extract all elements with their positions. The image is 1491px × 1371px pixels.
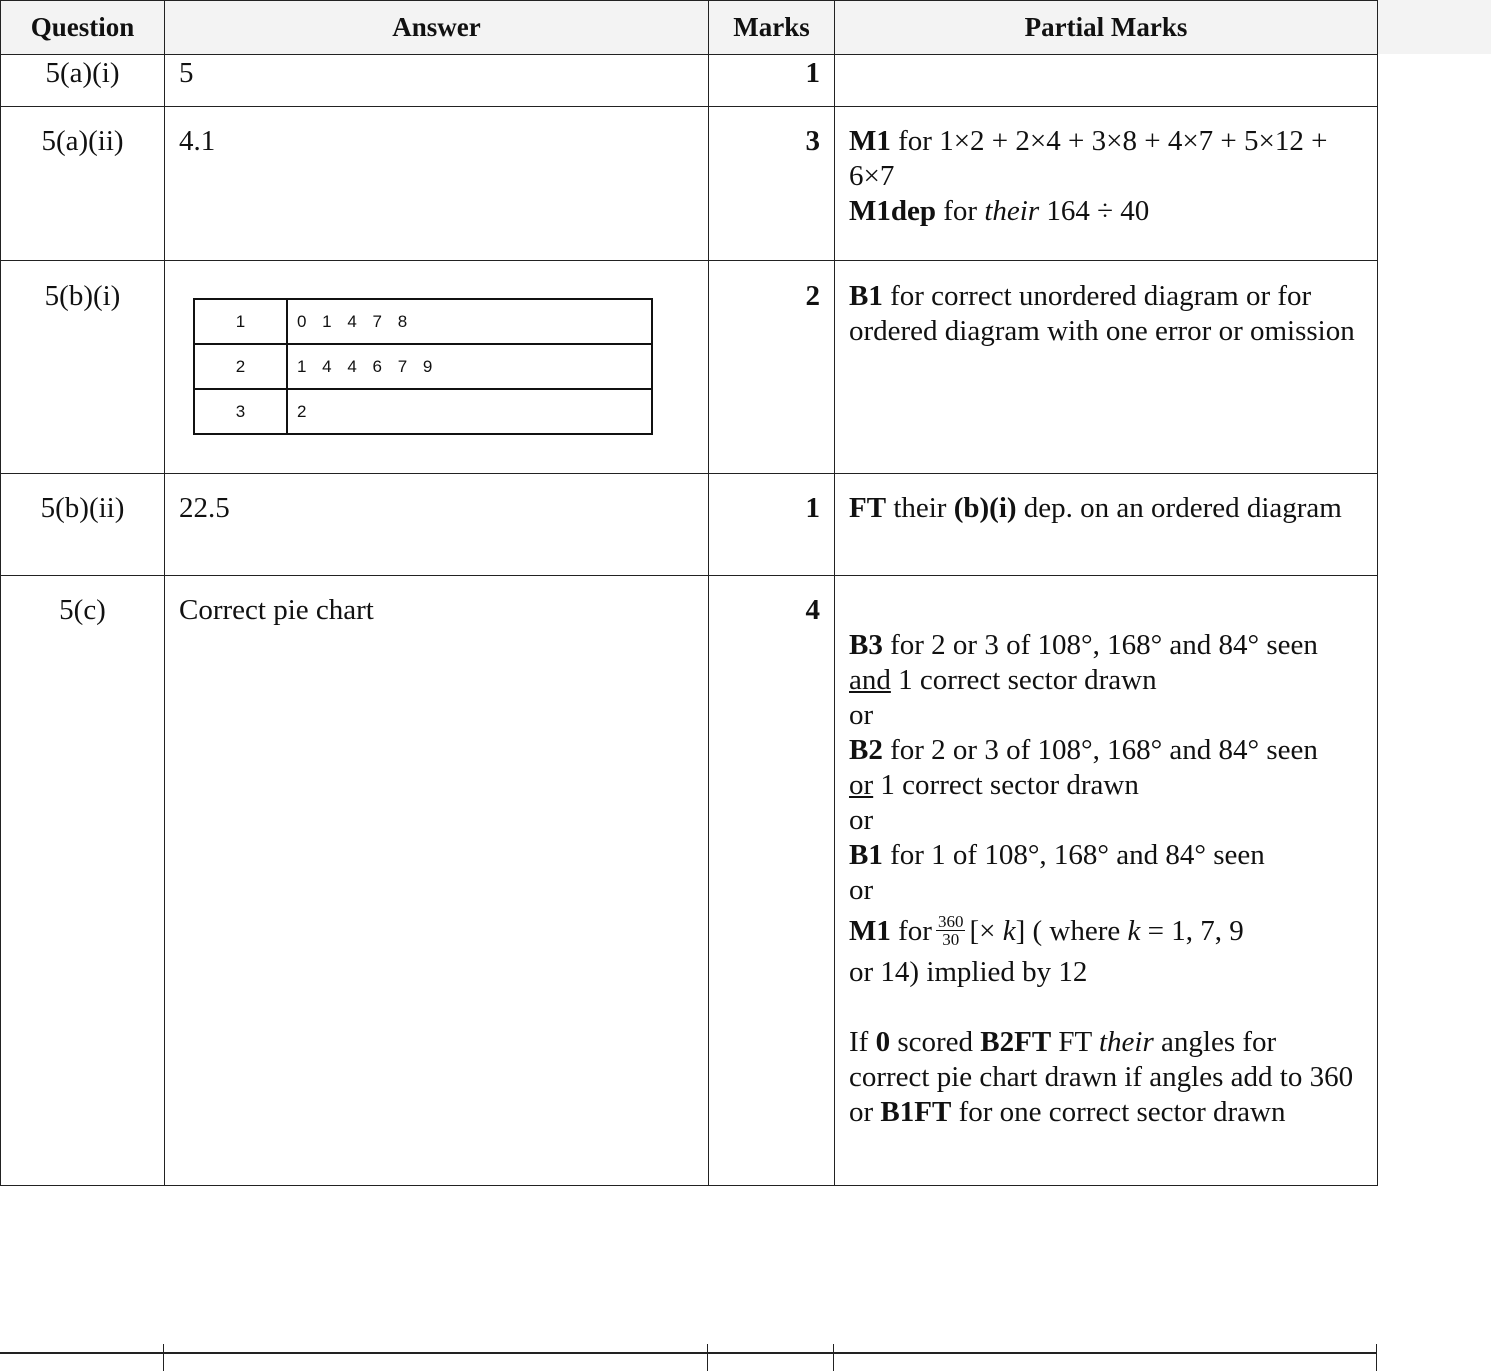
answer-cell: 5 bbox=[165, 55, 709, 107]
answer-cell: 22.5 bbox=[165, 474, 709, 576]
m1-criterion: M1 for $\frac{360}{30}$ [× k] ( where k = 1, 7, 9 bbox=[849, 911, 1244, 949]
stem-and-leaf-diagram bbox=[193, 298, 653, 435]
marks-cell: 4 bbox=[709, 576, 835, 1186]
or-separator: or bbox=[849, 804, 874, 836]
stem: 2 bbox=[194, 344, 287, 389]
question-cell: 5(b)(ii) bbox=[1, 474, 165, 576]
marks-cell: 3 bbox=[709, 107, 835, 261]
partial-marks-cell bbox=[835, 474, 1378, 576]
header-partial-marks: Partial Marks bbox=[835, 1, 1378, 55]
next-page-column-rule bbox=[1376, 1344, 1377, 1371]
marks-cell: 1 bbox=[709, 55, 835, 107]
answer-cell: 4.1 bbox=[165, 107, 709, 261]
question-cell: 5(b)(i) bbox=[1, 261, 165, 474]
follow-through-note: If 0 scored B2FT FT their angles for correct pie chart drawn if angles add to 360 bbox=[849, 1026, 1354, 1093]
stem: 3 bbox=[194, 389, 287, 434]
answer-cell bbox=[165, 261, 709, 474]
leaves: 0 1 4 7 8 bbox=[287, 299, 652, 344]
fraction: $\frac{360}{30}$ bbox=[937, 911, 964, 949]
table-row bbox=[1, 261, 1378, 474]
b3-criterion: B3 for 2 or 3 of 108°, 168° and 84° seen bbox=[849, 629, 1318, 661]
partial-marks-cell bbox=[835, 107, 1378, 261]
stem: 1 bbox=[194, 299, 287, 344]
answer-cell: Correct pie chart bbox=[165, 576, 709, 1186]
stem-leaf-row bbox=[194, 344, 652, 389]
table-row bbox=[1, 107, 1378, 261]
b1-criterion: B1 for correct unordered diagram or for ordered diagram with one error or omission bbox=[849, 280, 1355, 347]
m1dep-criterion: M1dep for their 164 ÷ 40 bbox=[849, 195, 1150, 227]
m1-criterion: M1 for 1×2 + 2×4 + 3×8 + 4×7 + 5×12 + 6×7 bbox=[849, 125, 1328, 192]
partial-marks-cell bbox=[835, 55, 1378, 107]
question-cell: 5(a)(i) bbox=[1, 55, 165, 107]
b2-criterion: B2 for 2 or 3 of 108°, 168° and 84° seen bbox=[849, 734, 1318, 766]
stem-leaf-row bbox=[194, 389, 652, 434]
leaves: 2 bbox=[287, 389, 652, 434]
b1-criterion: B1 for 1 of 108°, 168° and 84° seen bbox=[849, 839, 1265, 871]
or-separator: or bbox=[849, 874, 874, 906]
question-cell: 5(a)(ii) bbox=[1, 107, 165, 261]
marks-cell: 2 bbox=[709, 261, 835, 474]
header-row bbox=[1, 1, 1378, 55]
header-marks: Marks bbox=[709, 1, 835, 55]
next-page-column-rule bbox=[833, 1344, 834, 1371]
next-page-table-rule bbox=[0, 1352, 1377, 1354]
or-separator: or bbox=[849, 699, 874, 731]
next-page-column-rule bbox=[163, 1344, 164, 1371]
partial-marks-cell bbox=[835, 261, 1378, 474]
question-cell: 5(c) bbox=[1, 576, 165, 1186]
next-page-column-rule bbox=[707, 1344, 708, 1371]
partial-marks-cell: B3 for 2 or 3 of 108°, 168° and 84° seen and 1 correct sector drawn or B2 for 2 or 3 of 108°, 168° and 84° seen or 1 correct sector drawn or B1 for 1 of 108°, 168° and 84° seen or M1 for $\frac{360}{30}$ [× k] ( where k = 1, 7, 9 or 14) implied by 12 If 0 scored B2FT FT their angles for correct pie chart drawn if angles add to 360 or B1FT for one correct sector drawn bbox=[835, 576, 1378, 1186]
b1ft-criterion: or B1FT for one correct sector drawn bbox=[849, 1096, 1286, 1128]
header-answer: Answer bbox=[165, 1, 709, 55]
header-question: Question bbox=[1, 1, 165, 55]
table-row bbox=[1, 55, 1378, 107]
table-row bbox=[1, 576, 1378, 1186]
stem-leaf-row bbox=[194, 299, 652, 344]
leaves: 1 4 4 6 7 9 bbox=[287, 344, 652, 389]
marks-cell: 1 bbox=[709, 474, 835, 576]
ft-criterion: FT their (b)(i) dep. on an ordered diagram bbox=[849, 492, 1342, 524]
table-row bbox=[1, 474, 1378, 576]
